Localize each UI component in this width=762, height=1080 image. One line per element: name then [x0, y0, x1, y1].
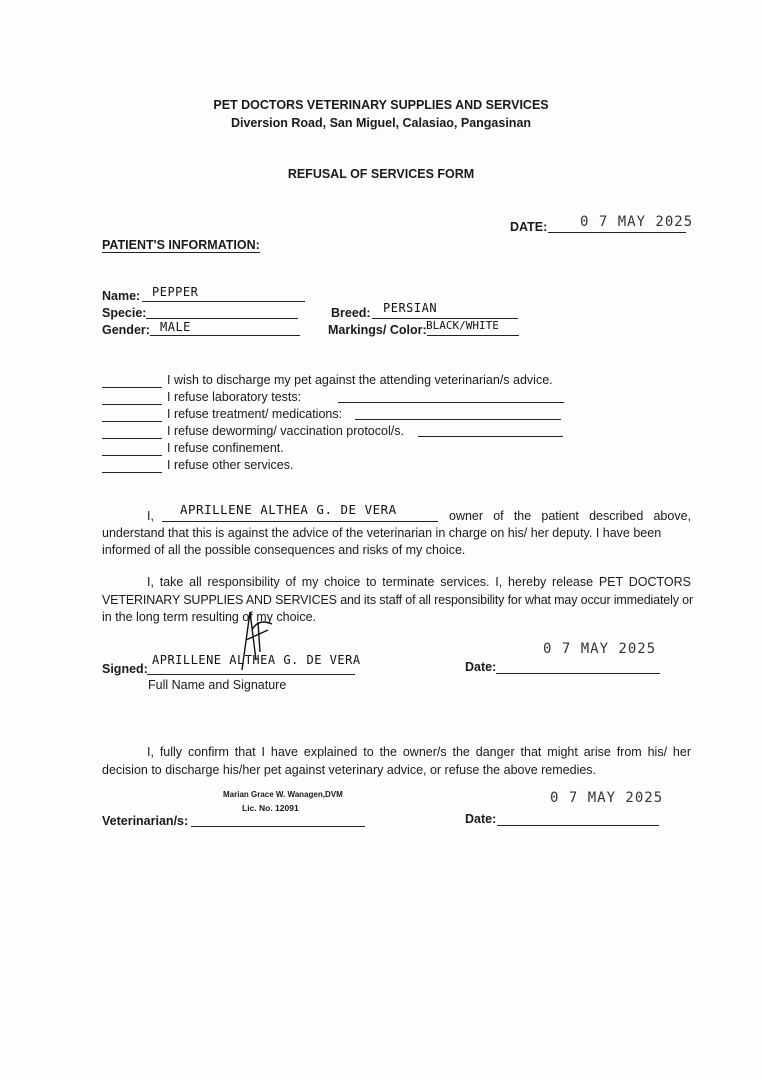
responsibility-line1: I, take all responsibility of my choice to terminate services. I, hereby release PET DOCTORS [147, 575, 691, 589]
responsibility-line3: in the long term resulting of my choice. [102, 610, 316, 624]
treatment-line [355, 419, 561, 420]
name-label: Name: [102, 289, 141, 303]
signed-line [147, 674, 355, 675]
vet-stamp-name: Marian Grace W. Wanagen,DVM [223, 790, 343, 799]
vet-stamp-license: Lic. No. 12091 [242, 803, 299, 813]
markings-value: BLACK/WHITE [426, 319, 499, 332]
breed-value: PERSIAN [383, 301, 438, 315]
form-title: REFUSAL OF SERVICES FORM [287, 167, 475, 181]
option-blank [102, 421, 162, 422]
owner-signature-scribble [228, 600, 278, 680]
deworming-line [418, 436, 563, 437]
option-lab-tests: I refuse laboratory tests: [167, 390, 302, 404]
option-blank [102, 455, 162, 456]
option-blank [102, 404, 162, 405]
owner-prefix: I, [147, 509, 154, 523]
markings-label: Markings/ Color: [328, 323, 427, 337]
patient-section-title: PATIENT'S INFORMATION: [102, 238, 260, 252]
owner-name-line [162, 521, 438, 522]
vet-confirm-line1: I, fully confirm that I have explained to the owner/s the danger that might arise from his/ her [147, 745, 691, 759]
gender-value: MALE [160, 320, 191, 334]
owner-line1-rest: owner of the patient described above, [449, 509, 691, 523]
signed-date-value: 0 7 MAY 2025 [543, 641, 657, 657]
vet-date-label: Date: [465, 812, 497, 826]
option-blank [102, 472, 162, 473]
option-blank [102, 438, 162, 439]
vet-label: Veterinarian/s: [102, 814, 189, 828]
gender-label: Gender: [102, 323, 150, 337]
vet-line [191, 826, 365, 827]
option-blank [102, 387, 162, 388]
breed-label: Breed: [331, 306, 371, 320]
name-line [142, 301, 305, 302]
signed-label: Signed: [102, 662, 148, 676]
vet-date-value: 0 7 MAY 2025 [550, 790, 664, 806]
option-discharge: I wish to discharge my pet against the attending veterinarian/s advice. [167, 373, 553, 387]
specie-line [146, 318, 298, 319]
name-value: PEPPER [152, 285, 199, 299]
date-top-label: DATE: [510, 220, 548, 234]
date-top-value: 0 7 MAY 2025 [580, 214, 694, 230]
vet-confirm-line2: decision to discharge his/her pet against veterinary advice, or refuse the above remedies. [102, 763, 597, 777]
signed-date-label: Date: [465, 660, 497, 674]
owner-name-value: APRILLENE ALTHEA G. DE VERA [180, 502, 397, 517]
specie-label: Specie: [102, 306, 147, 320]
signed-date-line [496, 673, 660, 674]
option-deworming: I refuse deworming/ vaccination protocol/s. [167, 424, 404, 438]
vet-date-line [497, 825, 659, 826]
option-confinement: I refuse confinement. [167, 441, 284, 455]
signed-caption: Full Name and Signature [148, 678, 287, 692]
company-name: PET DOCTORS VETERINARY SUPPLIES AND SERVICES [213, 98, 549, 112]
option-treatment: I refuse treatment/ medications: [167, 407, 343, 421]
gender-line [150, 335, 300, 336]
option-other: I refuse other services. [167, 458, 294, 472]
owner-line2: understand that this is against the advice of the veterinarian in charge on his/ her deputy. I have been [102, 526, 662, 540]
owner-line3: informed of all the possible consequences and risks of my choice. [102, 543, 466, 557]
markings-line [427, 335, 519, 336]
responsibility-line2: VETERINARY SUPPLIES AND SERVICES and its staff of all responsibility for what may occur immediately or [102, 593, 693, 607]
signed-value: APRILLENE ALTHEA G. DE VERA [152, 653, 361, 667]
date-top-line [548, 232, 686, 233]
company-address: Diversion Road, San Miguel, Calasiao, Pangasinan [230, 116, 532, 130]
lab-tests-line [338, 402, 564, 403]
